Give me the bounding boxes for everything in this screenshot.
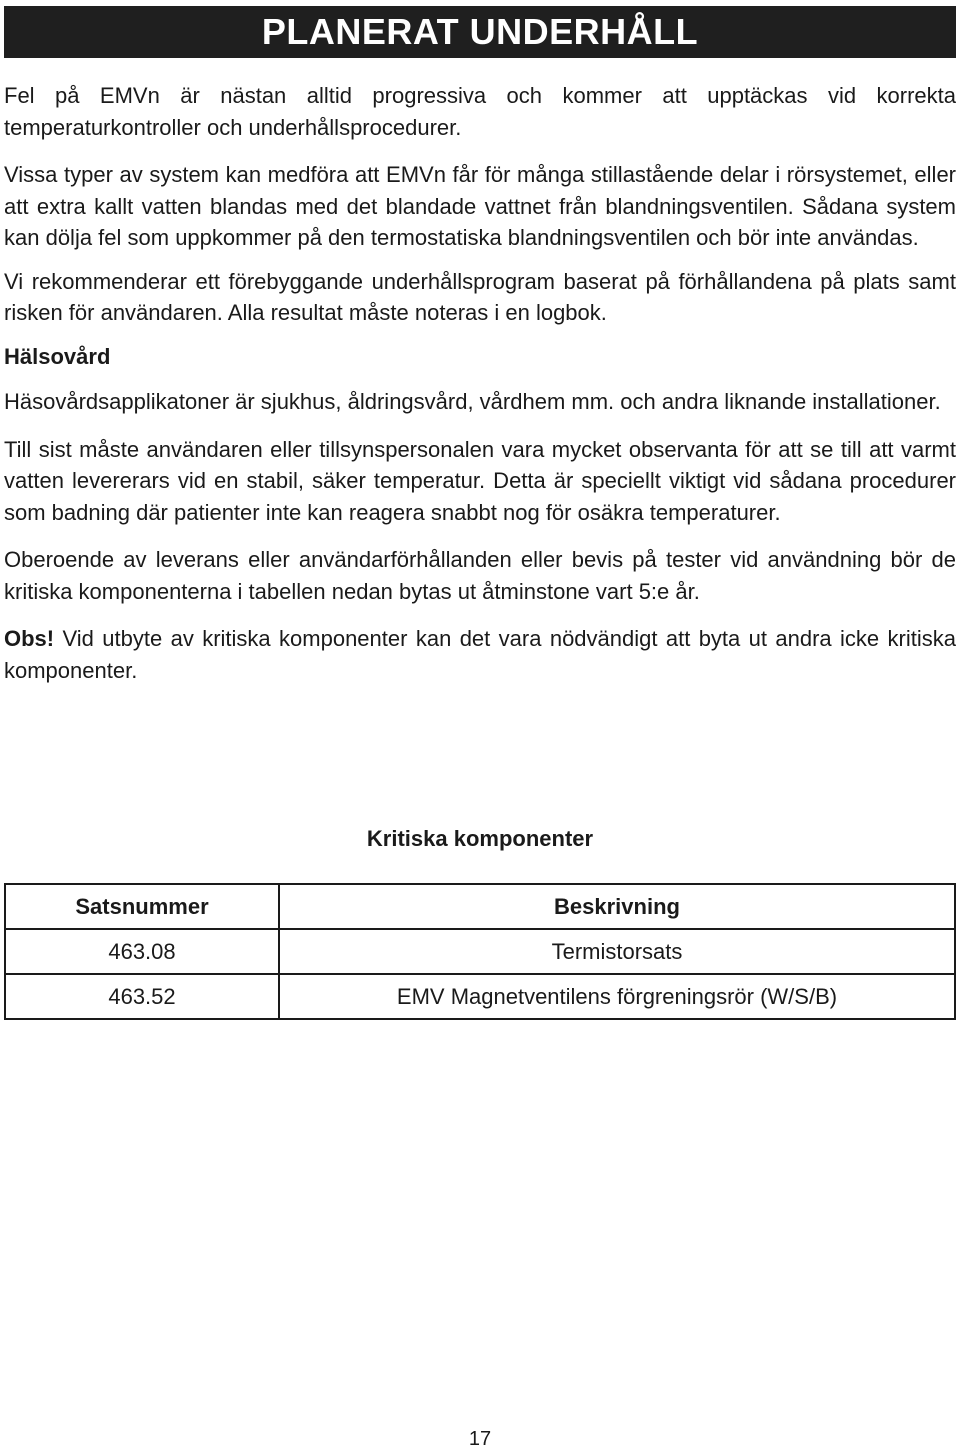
page-number: 17: [468, 1428, 492, 1450]
table-row: [5, 929, 955, 974]
paragraph-replacement: Oberoende av leverans eller användarförhållanden eller bevis på tester vid användning bör de kritiska komponenterna i tabellen nedan bytas ut åtminstone vart 5:e år.: [4, 547, 956, 604]
page-title: PLANERAT UNDERHÅLL: [261, 11, 699, 52]
paragraph-healthcare-applications: Häsovårdsapplikatoner är sjukhus, åldringsvård, vårdhem mm. och andra liknande installationer.: [4, 389, 941, 414]
cell-batch-number: 463.08: [5, 929, 279, 974]
cell-description: Termistorsats: [279, 929, 955, 974]
paragraph-observant: Till sist måste användaren eller tillsynspersonalen vara mycket observanta för att se till att varmt vatten levererars vid en stabil, säker temperatur. Detta är speciellt viktigt vid sådana procedurer som badning där patienter inte kan reagera snabbt nog för osäkra temperaturer.: [4, 436, 956, 525]
cell-batch-number: 463.52: [5, 974, 279, 1019]
column-header-description: Beskrivning: [279, 884, 955, 929]
table-row: [5, 974, 955, 1019]
note-text: Vid utbyte av kritiska komponenter kan det vara nödvändigt att byta ut andra icke kritiska komponenter.: [4, 626, 956, 683]
table-title: Kritiska komponenter: [366, 826, 594, 851]
note-label: Obs!: [4, 626, 55, 651]
document-body: [4, 80, 956, 702]
paragraph-intro: Fel på EMVn är nästan alltid progressiva och kommer att upptäckas vid korrekta temperaturkontroller och underhållsprocedurer.: [4, 83, 956, 140]
table-header-row: [5, 884, 955, 929]
paragraph-note: [4, 623, 956, 686]
critical-components-table: [4, 883, 956, 1020]
paragraph-recommendation: Vi rekommenderar ett förebyggande underhållsprogram baserat på förhållandena på plats samt risken för användaren. Alla resultat måste noteras i en logbok.: [4, 268, 956, 325]
cell-description: EMV Magnetventilens förgreningsrör (W/S/B): [279, 974, 955, 1019]
title-bar: [4, 6, 956, 58]
column-header-batch-number: Satsnummer: [5, 884, 279, 929]
paragraph-system-types: Vissa typer av system kan medföra att EMVn får för många stillastående delar i rörsystemet, eller att extra kallt vatten blandas med det blandade vattnet från blandningsventilen. Sådana system kan dölja fel som uppkommer på den termostatiska blandningsventilen och bör inte användas.: [4, 162, 956, 250]
section-heading-halsovard: Hälsovård: [4, 343, 111, 369]
